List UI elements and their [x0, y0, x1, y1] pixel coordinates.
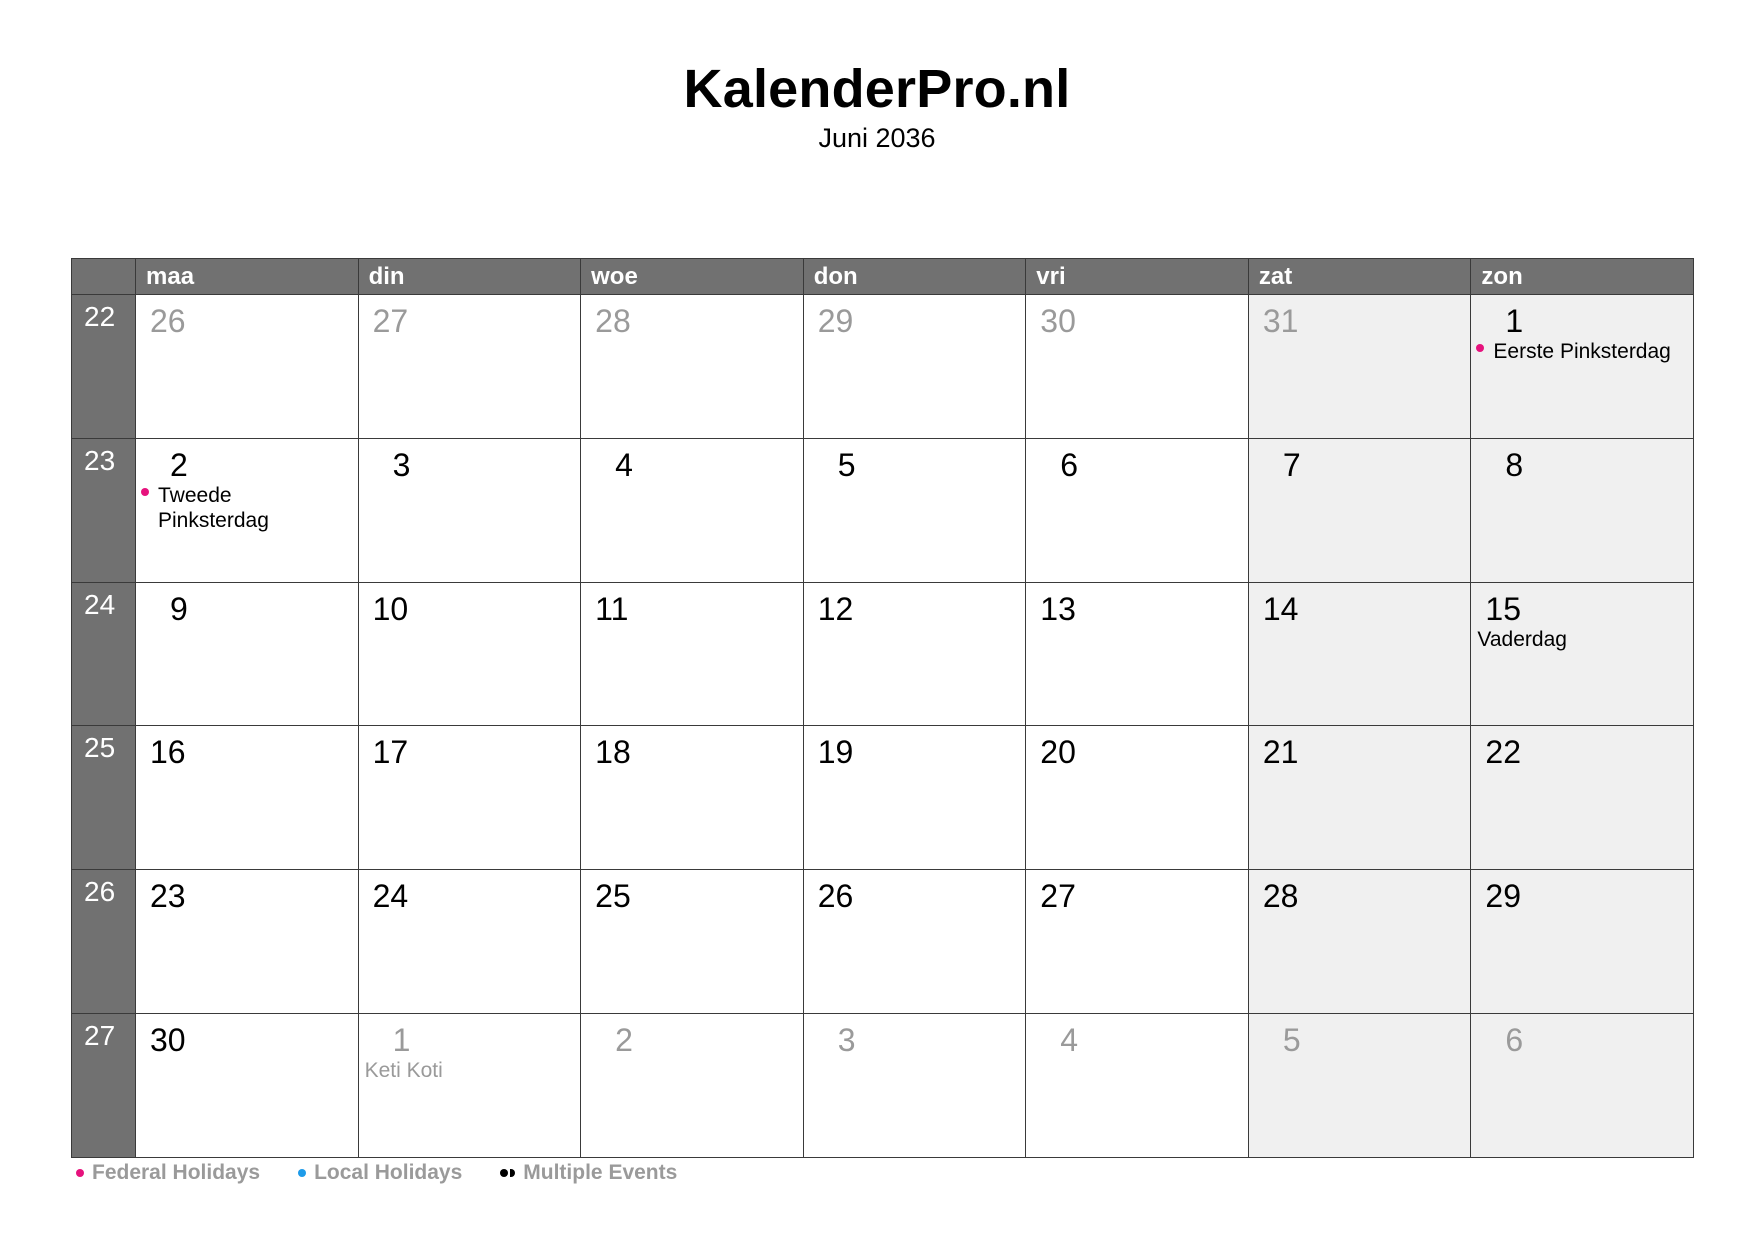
legend-local-label: Local Holidays: [314, 1161, 463, 1184]
event-label: Tweede Pinksterdag: [158, 483, 269, 532]
legend: [71, 1158, 715, 1188]
legend-local: [298, 1161, 462, 1185]
pink-dot-icon: [76, 1169, 84, 1177]
double-dot-icon: [500, 1169, 508, 1177]
day-number: 20: [1040, 734, 1076, 771]
day-number: 23: [150, 878, 186, 915]
day-cell[interactable]: [803, 1013, 1026, 1157]
day-cell[interactable]: [358, 1013, 581, 1157]
weekday-header-zon: zon: [1470, 259, 1693, 294]
day-number: 29: [817, 303, 854, 339]
day-number: 3: [837, 1022, 856, 1059]
event-label: Keti Koti: [364, 1059, 443, 1083]
day-cell[interactable]: [135, 869, 358, 1013]
week-column-header: [72, 259, 135, 294]
legend-multiple: [500, 1161, 677, 1185]
day-number: 18: [595, 734, 631, 771]
day-cell[interactable]: [358, 725, 581, 869]
day-number: 28: [1262, 878, 1299, 915]
legend-multiple-label: Multiple Events: [523, 1161, 678, 1184]
day-cell[interactable]: [1025, 725, 1248, 869]
day-cell[interactable]: [580, 725, 803, 869]
day-cell[interactable]: [1470, 869, 1693, 1013]
day-cell[interactable]: [1470, 294, 1693, 438]
day-number: 14: [1262, 590, 1299, 627]
day-cell[interactable]: [1248, 582, 1471, 726]
day-cell[interactable]: [1025, 294, 1248, 438]
weekday-header-maa: maa: [135, 259, 358, 294]
day-cell[interactable]: [135, 294, 358, 438]
weekday-header-din: din: [358, 259, 581, 294]
day-cell[interactable]: [1470, 725, 1693, 869]
week-number: 25: [72, 725, 135, 869]
day-number: 15: [1485, 590, 1522, 627]
day-number: 4: [1060, 1022, 1079, 1059]
day-cell[interactable]: [580, 438, 803, 582]
day-number: 27: [372, 303, 409, 339]
day-number: 8: [1505, 446, 1524, 483]
day-number: 21: [1262, 734, 1299, 771]
day-cell[interactable]: [135, 438, 358, 582]
week-number: 26: [72, 869, 135, 1013]
week-number: 24: [72, 582, 135, 726]
day-number: 2: [615, 1022, 633, 1059]
day-cell[interactable]: [1248, 1013, 1471, 1157]
day-cell[interactable]: [1025, 438, 1248, 582]
day-cell[interactable]: [1025, 869, 1248, 1013]
calendar-grid: [71, 258, 1694, 1158]
day-cell[interactable]: [358, 869, 581, 1013]
day-cell[interactable]: [803, 438, 1026, 582]
day-number: 12: [817, 590, 854, 627]
day-cell[interactable]: [1025, 1013, 1248, 1157]
day-number: 13: [1040, 590, 1076, 627]
day-number: 26: [817, 878, 854, 915]
day-cell[interactable]: [580, 294, 803, 438]
day-cell[interactable]: [358, 294, 581, 438]
day-cell[interactable]: [358, 438, 581, 582]
day-cell[interactable]: [1025, 582, 1248, 726]
week-number: 22: [72, 294, 135, 438]
day-cell[interactable]: [1248, 438, 1471, 582]
weekday-header-zat: zat: [1248, 259, 1471, 294]
federal-holiday-dot-icon: [1476, 344, 1484, 352]
day-cell[interactable]: [803, 725, 1026, 869]
weekday-header-vri: vri: [1025, 259, 1248, 294]
day-cell[interactable]: [1470, 438, 1693, 582]
event-label: Vaderdag: [1477, 627, 1567, 651]
day-cell[interactable]: [135, 582, 358, 726]
day-cell[interactable]: [1248, 725, 1471, 869]
legend-federal-label: Federal Holidays: [92, 1161, 261, 1184]
day-cell[interactable]: [580, 1013, 803, 1157]
day-number: 11: [595, 590, 629, 627]
day-cell[interactable]: [1470, 582, 1693, 726]
weekday-header-don: don: [803, 259, 1026, 294]
day-number: 25: [595, 878, 631, 915]
day-number: 17: [372, 734, 409, 771]
day-number: 3: [392, 446, 411, 483]
day-cell[interactable]: [1248, 294, 1471, 438]
day-number: 24: [372, 878, 409, 915]
day-number: 19: [817, 734, 854, 771]
day-cell[interactable]: [803, 294, 1026, 438]
day-number: 10: [372, 590, 409, 627]
day-number: 28: [595, 303, 631, 339]
day-cell[interactable]: [803, 869, 1026, 1013]
day-number: 29: [1485, 878, 1522, 915]
day-cell[interactable]: [135, 1013, 358, 1157]
day-cell[interactable]: [135, 725, 358, 869]
day-number: 22: [1485, 734, 1522, 771]
day-number: 27: [1040, 878, 1076, 915]
event-label: Eerste Pinksterdag: [1493, 340, 1671, 363]
day-cell[interactable]: [580, 869, 803, 1013]
day-cell[interactable]: [1470, 1013, 1693, 1157]
day-cell[interactable]: [803, 582, 1026, 726]
day-number: 30: [150, 1022, 186, 1059]
day-number: 31: [1262, 303, 1299, 339]
week-number: 23: [72, 438, 135, 582]
day-cell[interactable]: [580, 582, 803, 726]
day-number: 5: [1282, 1022, 1301, 1059]
legend-federal: [76, 1161, 260, 1185]
day-number: 16: [150, 734, 186, 771]
day-number: 1: [392, 1022, 411, 1059]
day-number: 9: [170, 590, 188, 627]
day-number: 4: [615, 446, 633, 483]
day-cell[interactable]: [358, 582, 581, 726]
week-number: 27: [72, 1013, 135, 1157]
day-number: 5: [837, 446, 856, 483]
day-cell[interactable]: [1248, 869, 1471, 1013]
weekday-header-woe: woe: [580, 259, 803, 294]
federal-holiday-dot-icon: [141, 488, 149, 496]
day-number: 30: [1040, 303, 1076, 339]
day-number: 6: [1505, 1022, 1524, 1059]
page-title: KalenderPro.nl: [683, 59, 1071, 119]
day-number: 6: [1060, 446, 1079, 483]
month-subtitle: Juni 2036: [818, 123, 936, 153]
day-number: 2: [170, 446, 188, 483]
day-number: 26: [150, 303, 186, 339]
blue-dot-icon: [298, 1169, 306, 1177]
day-number: 1: [1505, 303, 1524, 339]
day-number: 7: [1282, 446, 1301, 483]
